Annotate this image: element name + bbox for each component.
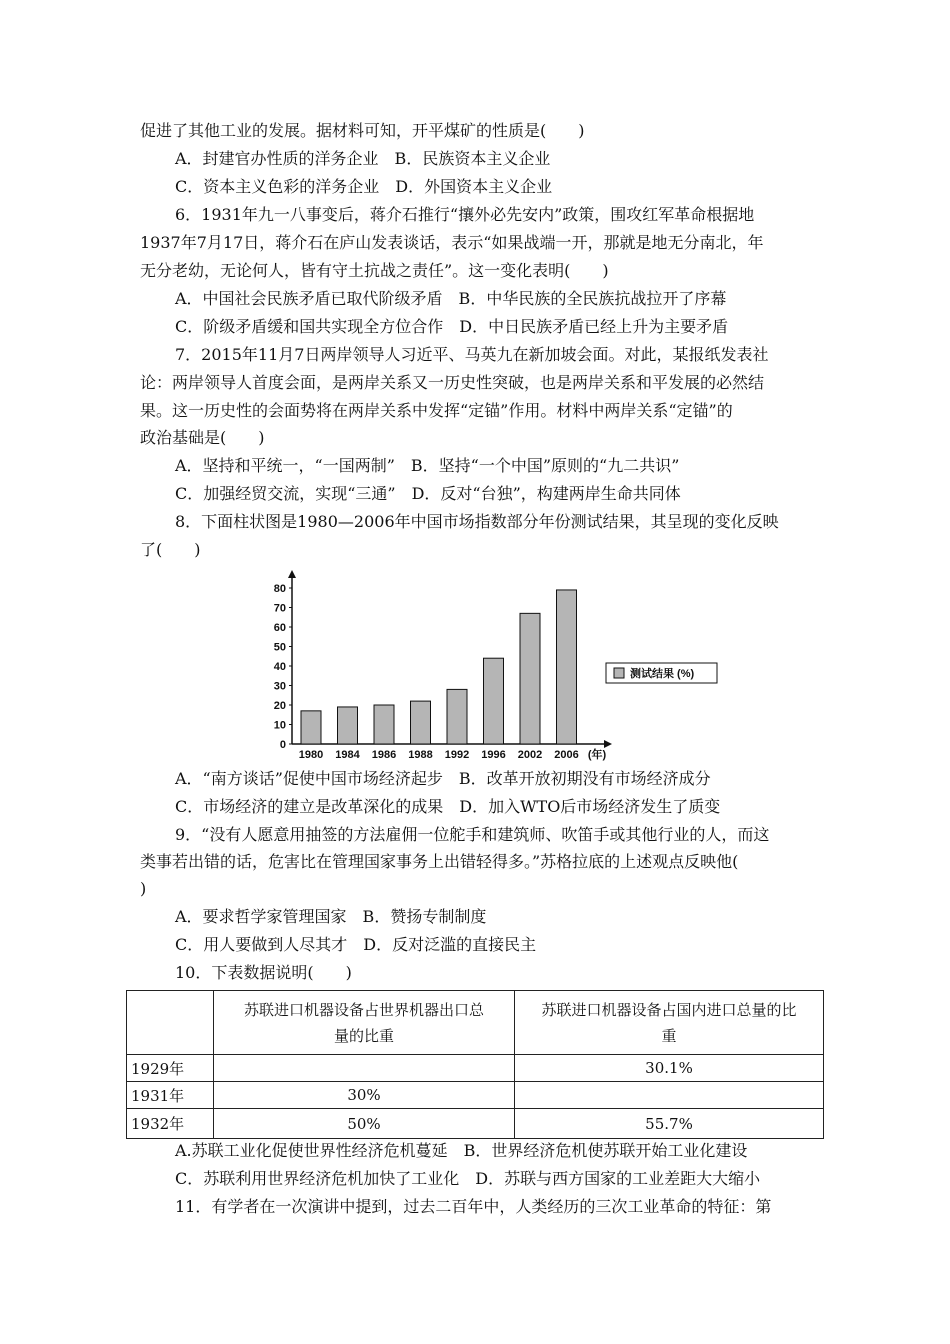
table-row-year: 1929年	[127, 1055, 214, 1082]
q5-options-cd: C．资本主义色彩的洋务企业 D．外国资本主义企业	[175, 177, 553, 196]
table-row	[127, 1055, 824, 1082]
x-tick-label: 1980	[298, 749, 324, 761]
y-tick-label: 50	[273, 641, 286, 654]
x-tick-label: 1996	[481, 749, 506, 761]
q8-options-ab: A．“南方谈话”促使中国市场经济起步 B．改革开放初期没有市场经济成分	[175, 769, 711, 788]
table-cell-domestic-share: 55.7%	[515, 1109, 824, 1139]
q9-options-ab: A．要求哲学家管理国家 B．赞扬专制制度	[175, 907, 487, 926]
q10-data-table	[126, 990, 824, 1139]
q9-stem-line3: )	[140, 879, 147, 898]
bar	[374, 705, 394, 744]
y-tick-label: 60	[273, 622, 286, 634]
q7-options-cd: C．加强经贸交流，实现“三通” D．反对“台独”，构建两岸生命共同体	[175, 484, 681, 503]
q10-options-ab: A.苏联工业化促使世界性经济危机蔓延 B．世界经济危机使苏联开始工业化建设	[175, 1141, 748, 1160]
y-axis-arrow-icon	[288, 570, 296, 578]
bar	[411, 701, 431, 744]
q9-stem-line1: 9．“没有人愿意用抽签的方法雇佣一位舵手和建筑师、吹笛手或其他行业的人，而这	[175, 825, 770, 844]
bar	[447, 689, 467, 744]
q6-options-ab: A．中国社会民族矛盾已取代阶级矛盾 B．中华民族的全民族抗战拉开了序幕	[175, 289, 727, 308]
q6-options-cd: C．阶级矛盾缓和国共实现全方位合作 D．中日民族矛盾已经上升为主要矛盾	[175, 317, 729, 336]
y-tick-label: 0	[279, 739, 286, 751]
y-tick-label: 10	[273, 719, 286, 732]
bar	[557, 590, 577, 744]
legend-label: 测试结果 (%)	[630, 668, 695, 680]
bar	[484, 658, 504, 744]
table-row	[127, 1082, 824, 1109]
x-tick-label: 1992	[444, 749, 470, 761]
legend-swatch	[614, 668, 624, 678]
q6-stem-line2: 1937年7月17日，蒋介石在庐山发表谈话，表示“如果战端一开，那就是地无分南北，年	[140, 233, 764, 252]
y-tick-label: 20	[273, 700, 286, 712]
bar	[301, 711, 321, 744]
x-tick-label: 1986	[371, 749, 397, 761]
x-tick-label: 2006	[554, 749, 579, 761]
q7-stem-line2: 论：两岸领导人首度会面，是两岸关系又一历史性突破，也是两岸关系和平发展的必然结	[140, 373, 765, 392]
table-cell-domestic-share	[515, 1082, 824, 1109]
x-axis-unit: (年)	[587, 749, 607, 761]
q10-stem: 10．下表数据说明( )	[175, 963, 352, 982]
q8-stem-line2: 了( )	[140, 540, 201, 559]
q7-stem-line1: 7．2015年11月7日两岸领导人习近平、马英九在新加坡会面。对此，某报纸发表社	[175, 345, 769, 364]
table-header-world-share: 苏联进口机器设备占世界机器出口总 量的比重	[214, 991, 515, 1055]
table-cell-world-share: 30%	[214, 1082, 515, 1109]
q5-stem-tail: 促进了其他工业的发展。据材料可知，开平煤矿的性质是( )	[140, 121, 585, 140]
y-tick-label: 80	[273, 583, 286, 595]
q7-stem-line3: 果。这一历史性的会面势将在两岸关系中发挥“定锚”作用。材料中两岸关系“定锚”的	[140, 401, 733, 420]
bar	[520, 613, 540, 744]
table-header-row	[127, 991, 824, 1055]
q10-options-cd: C．苏联利用世界经济危机加快了工业化 D．苏联与西方国家的工业差距大大缩小	[175, 1169, 761, 1188]
table-row-year: 1931年	[127, 1082, 214, 1109]
table-corner-cell	[127, 991, 214, 1055]
q6-stem-line3: 无分老幼，无论何人，皆有守土抗战之责任”。这一变化表明( )	[140, 261, 609, 280]
q5-options-ab: A．封建官办性质的洋务企业 B．民族资本主义企业	[175, 149, 551, 168]
bar-chart	[250, 568, 740, 768]
q9-options-cd: C．用人要做到人尽其才 D．反对泛滥的直接民主	[175, 935, 537, 954]
q9-stem-line2: 类事若出错的话，危害比在管理国家事务上出错轻得多。”苏格拉底的上述观点反映他(	[140, 852, 739, 871]
x-tick-label: 2002	[517, 749, 543, 761]
bar	[338, 707, 358, 744]
q7-options-ab: A．坚持和平统一，“一国两制” B．坚持“一个中国”原则的“九二共识”	[175, 456, 680, 475]
q7-stem-line4: 政治基础是( )	[140, 428, 265, 447]
q8-stem-line1: 8．下面柱状图是1980—2006年中国市场指数部分年份测试结果，其呈现的变化反映	[175, 512, 779, 531]
table-cell-world-share: 50%	[214, 1109, 515, 1139]
table-row-year: 1932年	[127, 1109, 214, 1139]
q11-stem-line1: 11．有学者在一次演讲中提到，过去二百年中，人类经历的三次工业革命的特征：第	[175, 1197, 772, 1216]
q8-options-cd: C．市场经济的建立是改革深化的成果 D．加入WTO后市场经济发生了质变	[175, 797, 721, 816]
y-tick-label: 30	[273, 680, 286, 693]
y-tick-label: 70	[273, 602, 286, 615]
table-cell-domestic-share: 30.1%	[515, 1055, 824, 1082]
table-header-domestic-share: 苏联进口机器设备占国内进口总量的比 重	[515, 991, 824, 1055]
y-tick-label: 40	[273, 661, 286, 673]
q6-stem-line1: 6．1931年九一八事变后，蒋介石推行“攘外必先安内”政策，围攻红军革命根据地	[175, 205, 755, 224]
x-tick-label: 1984	[335, 749, 360, 761]
x-axis-arrow-icon	[604, 740, 612, 748]
x-tick-label: 1988	[408, 749, 433, 761]
table-row	[127, 1109, 824, 1139]
table-cell-world-share	[214, 1055, 515, 1082]
